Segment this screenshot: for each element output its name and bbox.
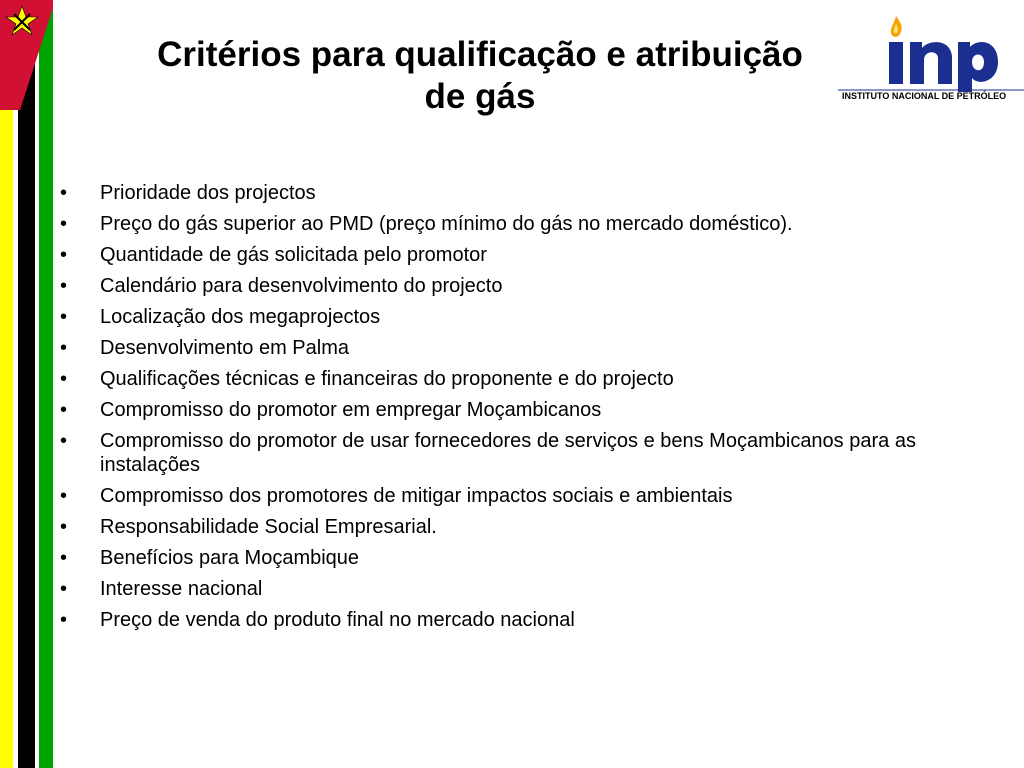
list-item: [60, 367, 960, 391]
title-line: de gás: [424, 77, 536, 116]
bullet-icon: •: [60, 547, 68, 569]
flag-emblem-icon: [0, 0, 53, 110]
bullet-icon: •: [60, 368, 68, 390]
list-item-text: Interesse nacional: [100, 578, 263, 600]
list-item-text: Compromisso dos promotores de mitigar impactos sociais e ambientais: [100, 485, 733, 507]
bullet-icon: •: [60, 244, 68, 266]
list-item: [60, 212, 960, 236]
inp-logo-icon: [838, 12, 1024, 92]
flag-stripe-green: [39, 0, 53, 768]
list-item: [60, 429, 960, 477]
list-item-text: Quantidade de gás solicitada pelo promotor: [100, 244, 487, 266]
list-item: [60, 243, 960, 267]
bullet-icon: •: [60, 609, 68, 631]
bullet-icon: •: [60, 399, 68, 421]
list-item: [60, 515, 960, 539]
list-item-text: Qualificações técnicas e financeiras do proponente e do projecto: [100, 368, 674, 390]
bullet-icon: •: [60, 430, 68, 452]
list-item-text: Responsabilidade Social Empresarial.: [100, 516, 437, 538]
list-item-text: Prioridade dos projectos: [100, 182, 316, 204]
flag-stripe-black: [18, 0, 35, 768]
list-item-text: Preço de venda do produto final no mercado nacional: [100, 609, 575, 631]
title-line: Critérios para qualificação e atribuição: [157, 35, 803, 74]
list-item: [60, 336, 960, 360]
list-item: [60, 305, 960, 329]
list-item: [60, 546, 960, 570]
list-item: [60, 274, 960, 298]
list-item: [60, 484, 960, 508]
list-item-text: Compromisso do promotor de usar fornecedores de serviços e bens Moçambicanos para as instalações: [100, 430, 916, 476]
list-item: [60, 398, 960, 422]
page-title: [100, 34, 860, 118]
bullet-icon: •: [60, 337, 68, 359]
list-item-text: Calendário para desenvolvimento do projecto: [100, 275, 503, 297]
list-item: [60, 181, 960, 205]
list-item: [60, 608, 960, 632]
bullet-icon: •: [60, 182, 68, 204]
bullet-icon: •: [60, 306, 68, 328]
bullet-icon: •: [60, 213, 68, 235]
bullet-icon: •: [60, 578, 68, 600]
list-item-text: Preço do gás superior ao PMD (preço mínimo do gás no mercado doméstico).: [100, 213, 793, 235]
bullet-icon: •: [60, 275, 68, 297]
logo-caption: INSTITUTO NACIONAL DE PETRÓLEO: [842, 91, 1007, 101]
inp-logo: [838, 12, 1024, 112]
list-item-text: Desenvolvimento em Palma: [100, 337, 349, 359]
list-item-text: Benefícios para Moçambique: [100, 547, 360, 569]
list-item-text: Localização dos megaprojectos: [100, 306, 381, 328]
criteria-list: [60, 181, 960, 639]
bullet-icon: •: [60, 516, 68, 538]
flag-stripe-yellow: [0, 0, 13, 768]
list-item-text: Compromisso do promotor em empregar Moçambicanos: [100, 399, 602, 421]
list-item: [60, 577, 960, 601]
bullet-icon: •: [60, 485, 68, 507]
